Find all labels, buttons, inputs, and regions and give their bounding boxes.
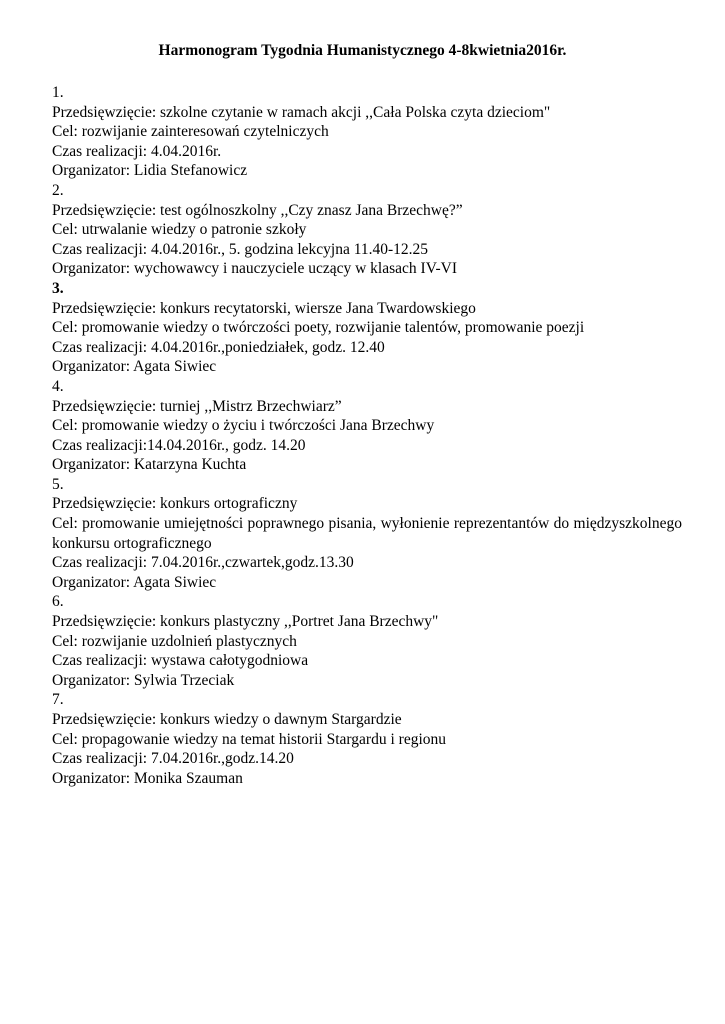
schedule-item <box>52 475 682 593</box>
document-title: Harmonogram Tygodnia Humanistycznego 4-8kwietnia2016r. <box>158 42 567 59</box>
schedule-item <box>52 592 682 690</box>
item-number: 5. <box>52 475 64 493</box>
item-organizer: Organizator: Agata Siwiec <box>52 358 217 376</box>
schedule-item <box>52 690 682 788</box>
schedule-list <box>52 83 682 788</box>
item-goal: Cel: propagowanie wiedzy na temat historii Stargardu i regionu <box>52 730 447 748</box>
schedule-item <box>52 181 682 279</box>
item-time: Czas realizacji: 4.04.2016r.,poniedziałek, godz. 12.40 <box>52 338 385 356</box>
item-event: Przedsięwzięcie: turniej ,,Mistrz Brzechwiarz” <box>52 397 342 415</box>
item-time: Czas realizacji: 4.04.2016r., 5. godzina lekcyjna 11.40-12.25 <box>52 240 429 258</box>
item-event: Przedsięwzięcie: konkurs plastyczny ,,Portret Jana Brzechwy" <box>52 613 439 631</box>
item-event: Przedsięwzięcie: konkurs ortograficzny <box>52 495 298 513</box>
item-organizer: Organizator: Monika Szauman <box>52 769 243 787</box>
item-number: 4. <box>52 377 64 395</box>
item-organizer: Organizator: Agata Siwiec <box>52 573 217 591</box>
schedule-item <box>52 83 682 181</box>
item-number: 6. <box>52 593 64 611</box>
item-goal: Cel: promowanie umiejętności poprawnego pisania, wyłonienie reprezentantów do międzyszkolnego konkursu ortograficznego <box>52 515 682 552</box>
item-time: Czas realizacji: 7.04.2016r.,czwartek,godz.13.30 <box>52 554 354 572</box>
item-organizer: Organizator: Katarzyna Kuchta <box>52 456 247 474</box>
item-goal: Cel: rozwijanie uzdolnień plastycznych <box>52 632 297 650</box>
item-time: Czas realizacji: 4.04.2016r. <box>52 142 222 160</box>
item-event: Przedsięwzięcie: konkurs wiedzy o dawnym Stargardzie <box>52 711 402 728</box>
item-number: 1. <box>52 84 64 101</box>
item-goal: Cel: rozwijanie zainteresowań czytelniczych <box>52 123 329 141</box>
schedule-item <box>52 279 682 377</box>
item-organizer: Organizator: Sylwia Trzeciak <box>52 671 235 689</box>
item-time: Czas realizacji: 7.04.2016r.,godz.14.20 <box>52 750 294 768</box>
item-organizer: Organizator: wychowawcy i nauczyciele uczący w klasach IV-VI <box>52 260 457 278</box>
item-organizer: Organizator: Lidia Stefanowicz <box>52 162 248 180</box>
item-goal: Cel: promowanie wiedzy o życiu i twórczości Jana Brzechwy <box>52 417 435 435</box>
item-time: Czas realizacji: wystawa całotygodniowa <box>52 652 309 670</box>
item-time: Czas realizacji:14.04.2016r., godz. 14.20 <box>52 436 306 454</box>
item-number: 7. <box>52 691 64 709</box>
item-number: 3. <box>52 279 64 297</box>
item-event: Przedsięwzięcie: konkurs recytatorski, wiersze Jana Twardowskiego <box>52 299 476 317</box>
item-event: Przedsięwzięcie: test ogólnoszkolny ,,Czy znasz Jana Brzechwę?” <box>52 201 463 219</box>
item-number: 2. <box>52 181 64 199</box>
item-goal: Cel: utrwalanie wiedzy o patronie szkoły <box>52 221 307 239</box>
item-goal: Cel: promowanie wiedzy o twórczości poety, rozwijanie talentów, promowanie poezji <box>52 319 585 337</box>
schedule-item <box>52 377 682 475</box>
item-event: Przedsięwzięcie: szkolne czytanie w ramach akcji ,,Cała Polska czyta dzieciom" <box>52 103 551 121</box>
